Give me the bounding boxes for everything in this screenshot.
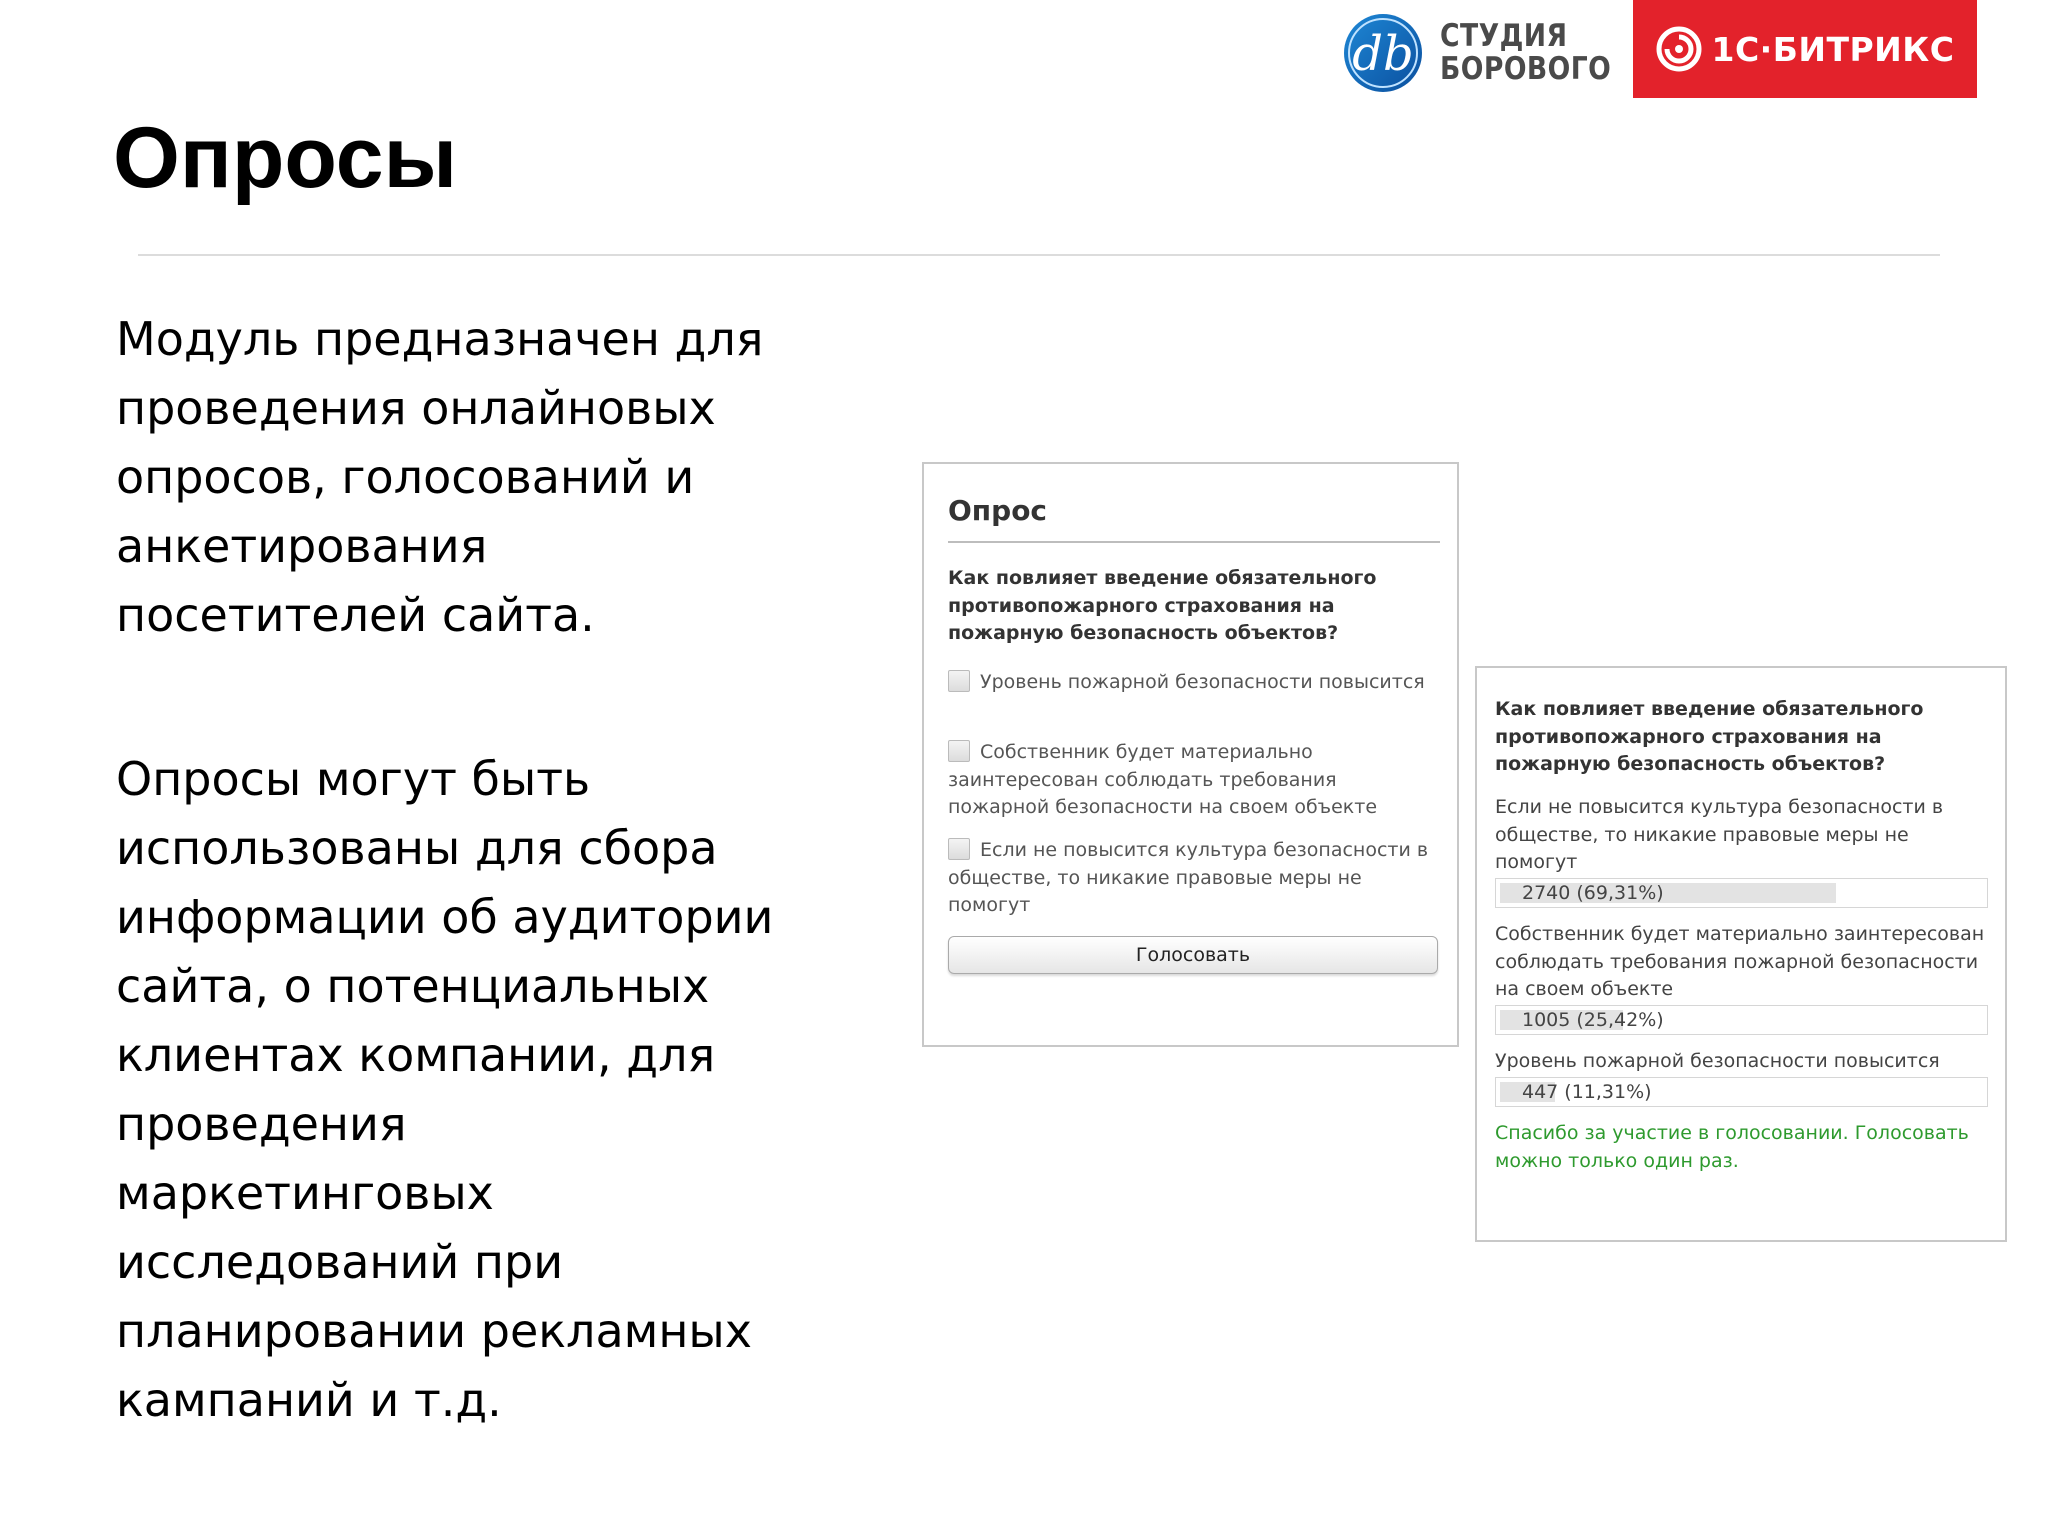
result-label: Если не повысится культура безопасности в обществе, то никакие правовые меры не помогут: [1495, 796, 1944, 873]
result-label: Собственник будет материально заинтересован соблюдать требования пожарной безопасности на своем объекте: [1495, 923, 1985, 1000]
db-circle-logo-icon: [1342, 12, 1424, 94]
poll-option-1[interactable]: Уровень пожарной безопасности повысится: [948, 669, 1438, 697]
poll-title: Опрос: [948, 494, 1048, 527]
svg-text:db: db: [1352, 26, 1414, 82]
result-bar: [1495, 1005, 1988, 1035]
bitrix-logo[interactable]: [1633, 0, 1977, 98]
bitrix-logo-text: 1С·БИТРИКС: [1711, 29, 1955, 69]
poll-option-2[interactable]: Собственник будет материально заинтересован соблюдать требования пожарной безопасности на своем объекте: [948, 741, 1378, 818]
checkbox[interactable]: [948, 838, 970, 860]
slide-title: Опросы: [113, 110, 458, 206]
vote-button[interactable]: Голосовать: [948, 936, 1438, 974]
poll-divider: [948, 541, 1440, 543]
description-paragraph: Модуль предназначен для проведения онлайновых опросов, голосований и анкетирования посетителей сайта.: [116, 312, 764, 642]
thanks-message: Спасибо за участие в голосовании. Голосовать можно только один раз.: [1495, 1122, 1969, 1172]
checkbox[interactable]: [948, 670, 970, 692]
result-bar: [1495, 1077, 1988, 1107]
results-question: Как повлияет введение обязательного противопожарного страхования на пожарную безопасность объектов?: [1495, 698, 1924, 775]
result-value: 1005 (25,42%): [1522, 1009, 1664, 1031]
bitrix-swirl-icon: [1656, 26, 1702, 72]
usage-paragraph: Опросы могут быть использованы для сбора информации об аудитории сайта, о потенциальных клиентах компании, для проведения маркетинговых исследований при планировании рекламных кампаний и т.д.: [116, 752, 774, 1427]
result-value: 447 (11,31%): [1522, 1081, 1652, 1103]
result-value: 2740 (69,31%): [1522, 882, 1664, 904]
poll-form-widget: [922, 462, 1459, 1047]
result-bar: [1495, 878, 1988, 908]
studio-logo-text: СТУДИЯ БОРОВОГО: [1440, 18, 1612, 87]
poll-option-3[interactable]: Если не повысится культура безопасности в обществе, то никакие правовые меры не помогут: [948, 839, 1429, 916]
result-label: Уровень пожарной безопасности повысится: [1495, 1050, 1940, 1072]
title-divider: [138, 254, 1940, 256]
poll-results-widget: [1475, 666, 2007, 1242]
checkbox[interactable]: [948, 740, 970, 762]
poll-question: Как повлияет введение обязательного противопожарного страхования на пожарную безопасность объектов?: [948, 567, 1377, 644]
studio-borovogo-logo[interactable]: [1342, 8, 1610, 98]
